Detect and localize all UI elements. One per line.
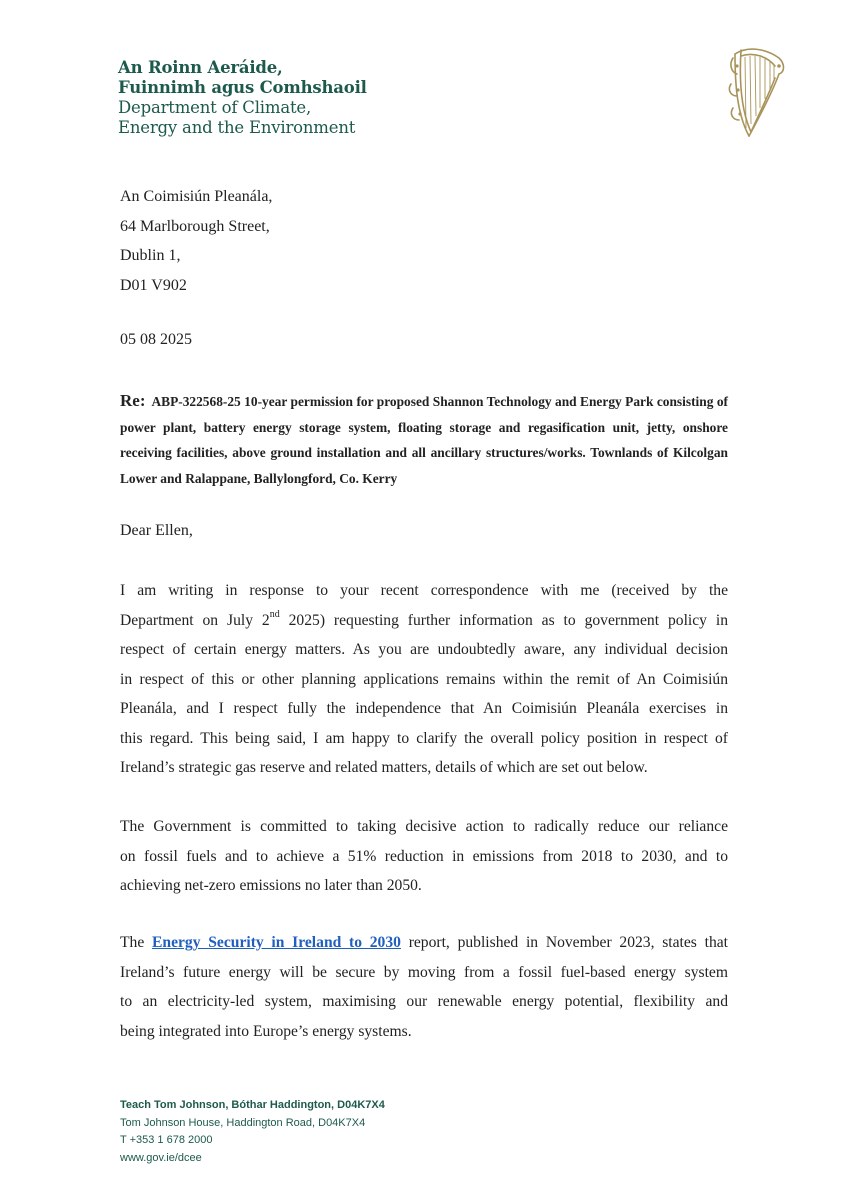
paragraph-line: Ireland’s future energy will be secure by moving from a fossil fuel-based energy system [120, 963, 728, 981]
re-label: Re: [120, 391, 146, 410]
subject-reference [120, 388, 728, 491]
energy-security-report-link[interactable]: Energy Security in Ireland to 2030 [152, 934, 401, 951]
recipient-address [120, 182, 272, 300]
paragraph-line [120, 928, 728, 958]
letter-date: 05 08 2025 [120, 331, 192, 348]
paragraph-3 [120, 928, 728, 1046]
footer-address-english: Tom Johnson House, Haddington Road, D04K7X4 [120, 1116, 366, 1129]
dept-name-irish-line1: An Roinn Aeráide, [118, 58, 283, 77]
paragraph-line: The Government is committed to taking decisive action to radically reduce our reliance [120, 818, 728, 835]
dept-name-english-line2: Energy and the Environment [118, 118, 356, 137]
paragraph-2 [120, 812, 728, 901]
address-line: D01 V902 [120, 276, 187, 294]
paragraph-line: achieving net-zero emissions no later than 2050. [120, 877, 422, 894]
dept-name-irish-line2: Fuinnimh agus Comhshaoil [118, 78, 367, 97]
paragraph-line [120, 606, 728, 636]
text-run: The [120, 934, 152, 951]
paragraph-line: this regard. This being said, I am happy to clarify the overall policy position in respect of [120, 729, 728, 747]
department-letterhead [118, 58, 367, 138]
paragraph-line: being integrated into Europe’s energy systems. [120, 1022, 412, 1040]
address-line: Dublin 1, [120, 247, 181, 264]
dept-name-english-line1: Department of Climate, [118, 98, 312, 117]
paragraph-line: Ireland’s strategic gas reserve and related matters, details of which are set out below. [120, 759, 648, 776]
paragraph-1 [120, 576, 728, 783]
text-run: report, published in November 2023, states that [400, 934, 728, 951]
footer-phone: T +353 1 678 2000 [120, 1134, 213, 1146]
address-line: An Coimisiún Pleanála, [120, 188, 273, 205]
paragraph-line: on fossil fuels and to achieve a 51% reduction in emissions from 2018 to 2030, and to [120, 847, 728, 865]
harp-emblem-icon [727, 44, 789, 140]
text-run: 2025) requesting further information as to government policy in [279, 611, 728, 629]
paragraph-line: in respect of this or other planning applications remains within the remit of An Coimisiún [120, 670, 728, 688]
salutation: Dear Ellen, [120, 522, 193, 539]
footer-website-link[interactable]: www.gov.ie/dcee [120, 1151, 202, 1164]
paragraph-line: I am writing in response to your recent correspondence with me (received by the [120, 582, 728, 599]
address-line: 64 Marlborough Street, [120, 217, 270, 235]
re-text: ABP-322568-25 10-year permission for proposed Shannon Technology and Energy Park consisting of power plant, battery energy storage system, floating storage and regasification unit, jetty, onshore receiving facilities, above ground installation and all ancillary structures/works. Townlands of Kilcolgan Lower and Ralappane, Ballylongford, Co. Kerry [120, 394, 728, 486]
footer-contact [120, 1097, 385, 1167]
footer-address-irish: Teach Tom Johnson, Bóthar Haddington, D04K7X4 [120, 1099, 385, 1111]
paragraph-line: to an electricity-led system, maximising our renewable energy potential, flexibility and [120, 993, 728, 1010]
paragraph-line: Pleanála, and I respect fully the independence that An Coimisiún Pleanála exercises in [120, 700, 728, 717]
text-run: Department on July 2 [120, 611, 270, 629]
ordinal-suffix: nd [269, 609, 280, 621]
paragraph-line: respect of certain energy matters. As you are undoubtedly aware, any individual decision [120, 641, 728, 658]
